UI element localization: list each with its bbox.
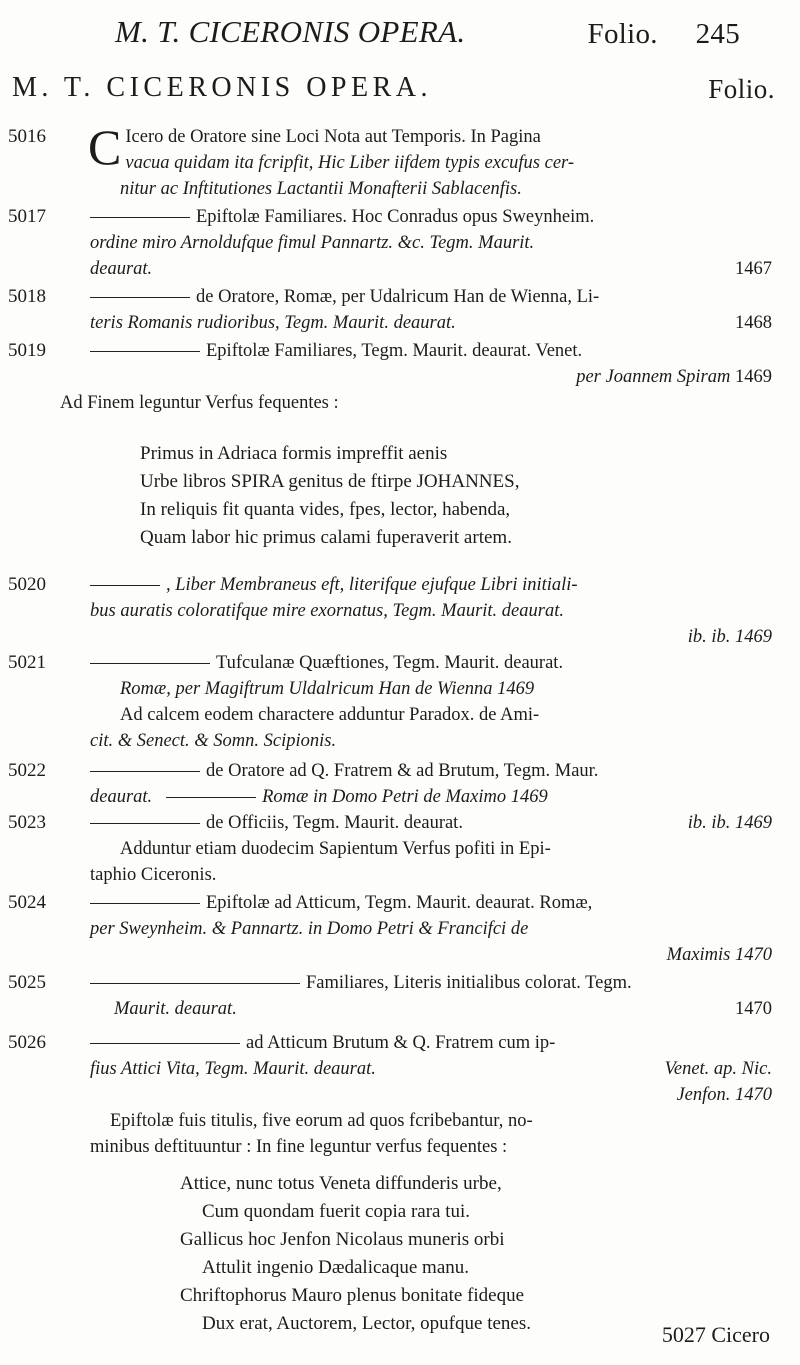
entry-year: 1470 <box>735 999 772 1019</box>
verse-line: Attulit ingenio Dædalicaque manu. <box>202 1257 470 1278</box>
section-title <box>12 72 775 104</box>
running-header <box>115 14 740 54</box>
catalog-entry-5026 <box>8 1030 772 1160</box>
entry-line: Maximis 1470 <box>666 945 772 965</box>
section-title-text: M. T. CICERONIS OPERA. <box>12 72 433 103</box>
colophon-verse-spira <box>140 440 760 552</box>
running-title: M. T. CICERONIS OPERA. <box>115 14 466 49</box>
entry-number: 5020 <box>8 574 46 595</box>
entry-line: bus auratis coloratifque mire exornatus, Tegm. Maurit. deaurat. <box>90 601 564 621</box>
entry-line: de Oratore, Romæ, per Udalricum Han de Wienna, Li- <box>196 287 600 307</box>
entry-line: minibus deftituuntur : In fine leguntur verfus fequentes : <box>90 1137 508 1157</box>
verse-line: In reliquis fit quanta vides, fpes, lector, habenda, <box>140 499 511 520</box>
entry-year: ib. ib. 1469 <box>687 813 772 833</box>
entry-line: Icero de Oratore sine Loci Nota aut Temporis. In Pagina <box>125 127 541 147</box>
entry-number: 5026 <box>8 1032 46 1053</box>
catalog-entry-5024 <box>8 890 772 968</box>
verse-line: Quam labor hic primus calami fuperaverit artem. <box>140 527 512 548</box>
entry-line: Epiftolæ Familiares. Hoc Conradus opus Sweynheim. <box>196 207 595 227</box>
catalog-entry-5020 <box>8 572 772 650</box>
entry-year: 1469 <box>735 367 772 387</box>
ditto-dash <box>90 297 190 298</box>
verse-line: Primus in Adriaca formis impreffit aenis <box>140 443 448 464</box>
entry-line: Ad Finem leguntur Verfus fequentes : <box>60 393 339 413</box>
ditto-dash <box>90 663 210 664</box>
colophon-verse-jenson <box>180 1170 760 1338</box>
entry-line: Maurit. deaurat. <box>114 999 237 1019</box>
entry-line: Adduntur etiam duodecim Sapientum Verfus pofiti in Epi- <box>120 839 551 859</box>
catalog-entry-5019 <box>8 338 772 416</box>
entry-line: Romæ in Domo Petri de Maximo 1469 <box>262 787 548 807</box>
catalog-entry-5022 <box>8 758 772 810</box>
catalog-entry-5025 <box>8 970 772 1022</box>
entry-line: , Liber Membraneus eft, literifque ejufque Libri initiali- <box>166 575 578 595</box>
entry-line: Epiftolæ ad Atticum, Tegm. Maurit. deaurat. Romæ, <box>206 893 593 913</box>
entry-line: Ad calcem eodem charactere adduntur Paradox. de Ami- <box>120 705 540 725</box>
running-format: Folio. <box>587 18 658 50</box>
entry-number: 5021 <box>8 652 46 673</box>
entry-line: de Officiis, Tegm. Maurit. deaurat. <box>206 813 463 833</box>
ditto-dash <box>90 903 200 904</box>
ditto-dash <box>90 823 200 824</box>
entry-line: ib. ib. 1469 <box>687 627 772 647</box>
catalog-entry-5021 <box>8 650 772 754</box>
entry-number: 5023 <box>8 812 46 833</box>
drop-cap: C <box>88 119 122 175</box>
entry-line: per Sweynheim. & Pannartz. in Domo Petri & Francifci de <box>90 919 529 939</box>
entry-line: fius Attici Vita, Tegm. Maurit. deaurat. <box>90 1059 376 1079</box>
page-number: 245 <box>695 18 740 50</box>
entry-line: Romæ, per Magiftrum Uldalricum Han de Wienna 1469 <box>120 679 535 699</box>
verse-line: Urbe libros SPIRA genitus de ftirpe JOHANNES, <box>140 471 520 492</box>
ditto-dash <box>90 351 200 352</box>
ditto-dash <box>90 1043 240 1044</box>
catchword: 5027 Cicero <box>661 1322 770 1347</box>
page-number-group <box>588 18 740 51</box>
entry-line: Epiftolæ Familiares, Tegm. Maurit. deaurat. Venet. <box>206 341 583 361</box>
entry-line: Familiares, Literis initialibus colorat. Tegm. <box>306 973 632 993</box>
catalog-entry-5017 <box>8 204 772 282</box>
entry-line: ordine miro Arnoldufque fimul Pannartz. &c. Tegm. Maurit. <box>90 233 535 253</box>
ditto-dash <box>90 771 200 772</box>
entry-year: 1468 <box>735 313 772 333</box>
entry-line: Epiftolæ fuis titulis, five eorum ad quos fcribebantur, no- <box>110 1111 533 1131</box>
catalog-entry-5023 <box>8 810 772 888</box>
ditto-dash <box>90 585 160 586</box>
ditto-dash <box>166 797 256 798</box>
entry-line: vacua quidam ita fcripfit, Hic Liber iifdem typis excufus cer- <box>125 153 575 173</box>
verse-line: Chriftophorus Mauro plenus bonitate fideque <box>180 1285 525 1306</box>
entry-line: nitur ac Inftitutiones Lactantii Monafterii Sablacenfis. <box>120 179 522 199</box>
entry-line: de Oratore ad Q. Fratrem & ad Brutum, Tegm. Maur. <box>206 761 599 781</box>
entry-line: Tufculanæ Quæftiones, Tegm. Maurit. deaurat. <box>216 653 564 673</box>
entry-number: 5024 <box>8 892 46 913</box>
catalog-entry-5016 <box>8 119 772 202</box>
section-format: Folio. <box>708 74 775 104</box>
entry-line: Jenfon. 1470 <box>676 1085 772 1105</box>
entry-number: 5019 <box>8 340 46 361</box>
verse-line: Cum quondam fuerit copia rara tui. <box>202 1201 471 1222</box>
entry-number: 5016 <box>8 126 46 147</box>
entry-line: deaurat. <box>90 259 153 279</box>
entry-line: taphio Ciceronis. <box>90 865 217 885</box>
catalog-entry-5018 <box>8 284 772 336</box>
entry-line: ad Atticum Brutum & Q. Fratrem cum ip- <box>246 1033 556 1053</box>
entry-line: deaurat. <box>90 787 153 807</box>
verse-line: Dux erat, Auctorem, Lector, opufque tenes. <box>202 1313 531 1334</box>
verse-line: Gallicus hoc Jenfon Nicolaus muneris orbi <box>180 1229 505 1250</box>
entry-number: 5018 <box>8 286 46 307</box>
entry-line: Venet. ap. Nic. <box>664 1059 772 1079</box>
verse-line: Attice, nunc totus Veneta diffunderis urbe, <box>180 1173 502 1194</box>
entry-line: cit. & Senect. & Somn. Scipionis. <box>90 731 337 751</box>
entry-year: 1467 <box>735 259 772 279</box>
entry-line: per Joannem Spiram <box>576 367 731 387</box>
entry-line: teris Romanis rudioribus, Tegm. Maurit. deaurat. <box>90 313 456 333</box>
entry-number: 5025 <box>8 972 46 993</box>
entry-number: 5022 <box>8 760 46 781</box>
ditto-dash <box>90 217 190 218</box>
entry-number: 5017 <box>8 206 46 227</box>
ditto-dash <box>90 983 300 984</box>
